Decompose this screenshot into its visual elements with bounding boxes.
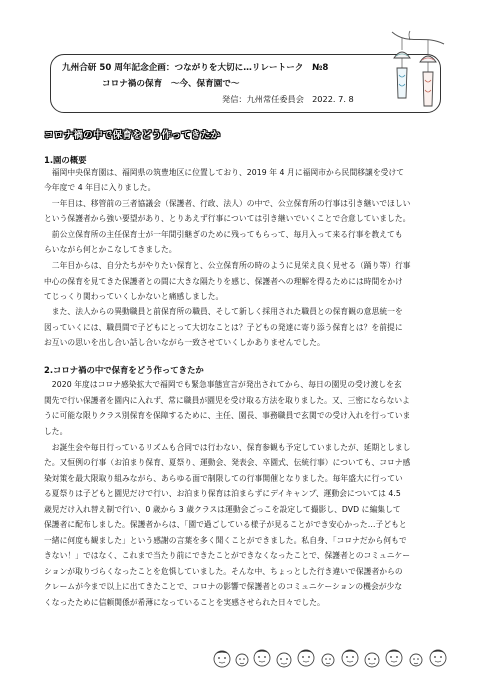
section-1-line: 前公立保育所の主任保育士が一年間引継ぎのために残ってもらって、毎月入って来る行事を教えても bbox=[44, 230, 403, 239]
section-2-line: お誕生会や毎日行っているリズムも合同では行わない、保育参観も予定していましたが、延期としまし bbox=[44, 443, 411, 452]
section-1-line: 図っていくには、職員間で子どもにとって大切なことは？子どもの発達に寄り添う保育とは？を前提に bbox=[44, 323, 403, 332]
section-1-line: てじっくり関わっていくしかないと痛感しました。 bbox=[44, 292, 224, 301]
header-series-title: 九州合研 50 周年記念企画：つながりを大切に…リレートーク №8 bbox=[62, 63, 329, 73]
section-1-line: 一年目は、移管前の三者協議会（保護者、行政、法人）の中で、公立保育所の行事は引き継いでほしい bbox=[44, 199, 411, 208]
header-subtitle: コロナ禍の保育 ～今、保育園で～ bbox=[102, 79, 240, 89]
section-1-line: らいながら何とかこなしてきました。 bbox=[44, 245, 177, 254]
header-publisher-date: 発信：九州常任委員会 2022. 7. 8 bbox=[222, 94, 354, 104]
section-2-line: くなったために信頼関係が希薄になっていることを実感させられた日々でした。 bbox=[44, 598, 325, 607]
section-2-line: 保護者に配布しました。保護者からは、「園で過ごしている様子が見ることができ安心かった…子どもと bbox=[44, 520, 407, 529]
section-2-line: 関先で行い保護者を園内に入れず、常に職員が園児を受け取る方法を取りました。又、三密にならないよ bbox=[44, 396, 410, 405]
children-faces-border-icon bbox=[210, 645, 462, 671]
section-2-line: 染対策を最大限取り組みながら、あらゆる面で制限しての行事開催となりました。毎年盛大に行ってい bbox=[44, 474, 403, 483]
section-2-line: クレームが今まで以上に出てきたことで、コロナの影響で保護者とのコミュニケーションの機会が少な bbox=[44, 582, 403, 591]
section-2-line: た。又恒例の行事（お泊まり保育、夏祭り、運動会、発表会、卒園式、伝統行事）についても、コロナ感 bbox=[44, 458, 411, 467]
section-1-line: 福岡中央保育園は、福岡県の筑豊地区に位置しており、2019 年 4 月に福岡市から民間移譲を受けて bbox=[44, 168, 405, 177]
section-1-line: 二年目からは、自分たちがやりたい保育と、公立保育所の時のように見栄え良く見せる（踊り等）行事 bbox=[44, 261, 411, 270]
section-1-line: 今年度で 4 年目に入りました。 bbox=[44, 183, 156, 192]
section-2-line: うに可能な限りクラス別保育を保障するために、主任、園長、事務職員で玄関での受け入れを行っていま bbox=[44, 411, 411, 420]
section-2-line: る夏祭りは子どもと園児だけで行い、お泊まり保育は泊まらずにデイキャンプ、運動会については 4.5 bbox=[44, 489, 401, 498]
section-1-line: 中心の保育を見てきた保護者との間に大きな隔たりを感じ、保護者への理解を得るためには時間をかけ bbox=[44, 277, 403, 286]
section-2-line: 2020 年度はコロナ感染拡大で福岡でも緊急事態宣言が発出されてから、毎日の園児の受け渡しを玄 bbox=[44, 380, 402, 389]
section-2-line: 一緒に何度も観ました」という感謝の言葉を多く聞くことができました。私自身、「コロナだから何もで bbox=[44, 536, 407, 545]
section-1-line: という保護者から強い要望があり、とりあえず行事については引き継いでいくことで合意していました。 bbox=[44, 214, 411, 223]
page-title: コロナ禍の中で保育をどう作ってきたか bbox=[44, 130, 221, 141]
section-2-line: 歳児だけ入れ替え制で行い、0 歳から 3 歳クラスは運動会ごっこを設定して撮影し、DVD に編集して bbox=[44, 505, 401, 514]
section-2-line: ションが取りづらくなったことを危惧していました。そんな中、ちょっとした行き違いで保護者からの bbox=[44, 567, 403, 576]
section-1-line: また、法人からの異動職員と前保育所の職員、そして新しく採用された職員との保育観の意思統一を bbox=[44, 307, 403, 316]
wind-chime-icon bbox=[390, 28, 446, 120]
section-2-line: きない！」ではなく、これまで当たり前にできたことができなくなったことで、保護者とのコミュニケー bbox=[44, 551, 411, 560]
section-2-heading: 2.コロナ禍の中で保育をどう作ってきたか bbox=[44, 365, 204, 375]
section-2-line: した。 bbox=[44, 427, 68, 436]
section-1-heading: 1.園の概要 bbox=[44, 155, 87, 165]
section-1-line: お互いの思いを出し合い話し合いながら一致させていくしかありませんでした。 bbox=[44, 338, 325, 347]
